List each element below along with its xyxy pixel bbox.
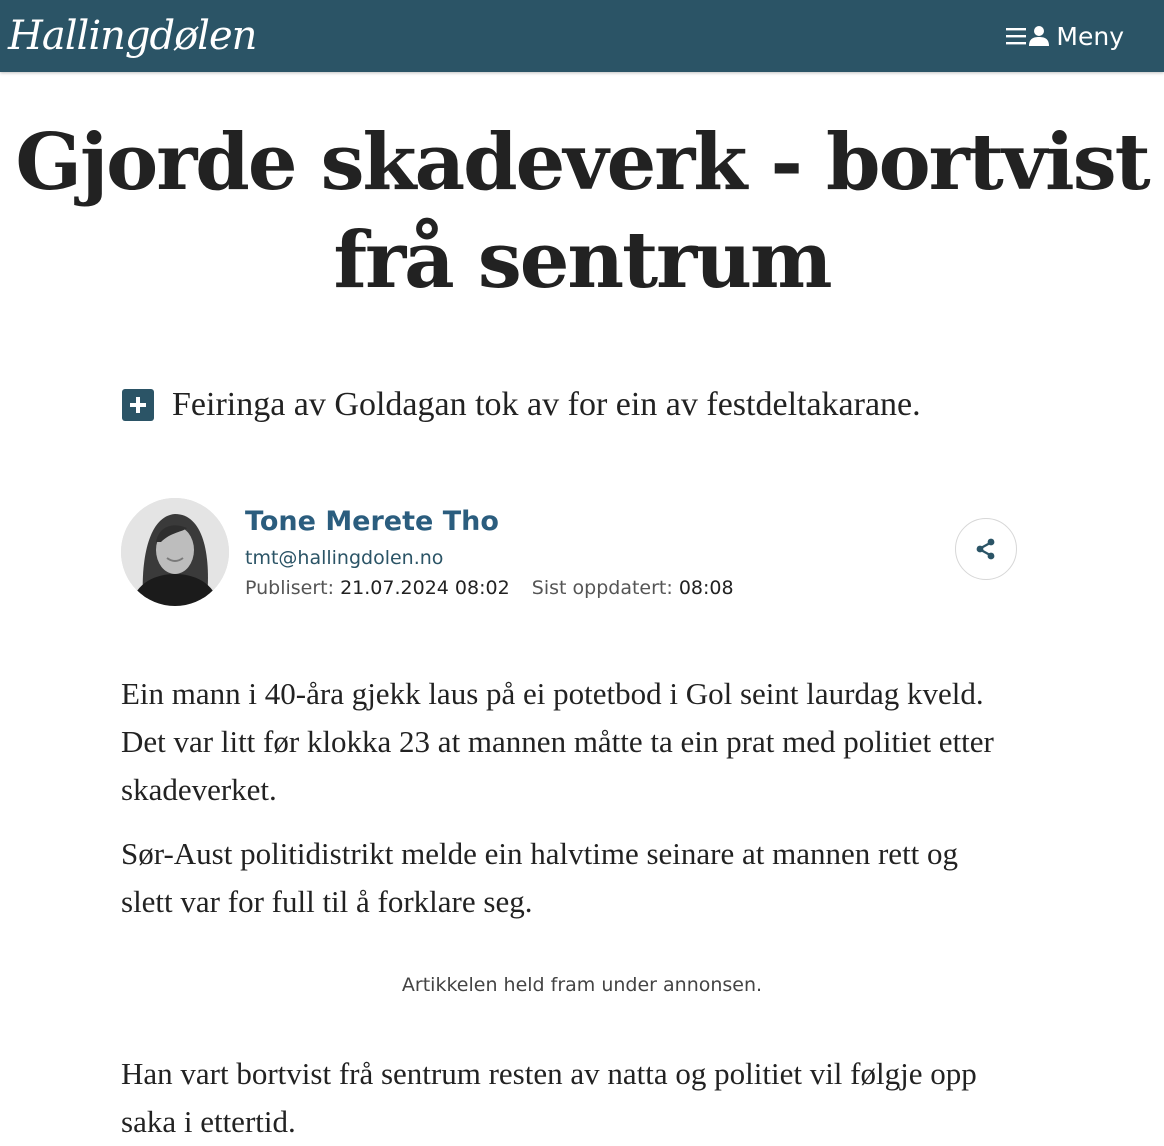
article-paragraph-3: Han vart bortvist frå sentrum resten av natta og politiet vil følgje opp saka i ettertid. [121, 1056, 977, 1139]
ad-notice: Artikkelen held fram under annonsen. [401, 974, 763, 996]
article-paragraph-1: Ein mann i 40-åra gjekk laus på ei potetbod i Gol seint laurdag kveld. Det var litt før klokka 23 at mannen måtte ta ein prat med politiet etter skadeverket. [121, 676, 994, 807]
share-icon [974, 537, 998, 561]
menu-icons [1006, 25, 1050, 47]
author-name[interactable]: Tone Merete Tho [245, 505, 499, 537]
updated-label: Sist oppdatert: [531, 576, 673, 599]
author-email[interactable]: tmt@hallingdolen.no [245, 546, 444, 569]
byline-info [245, 506, 734, 599]
published-value: 21.07.2024 08:02 [340, 576, 510, 599]
share-button[interactable] [955, 518, 1017, 580]
article-paragraph-2: Sør-Aust politidistrikt melde ein halvtime seinare at mannen rett og slett var for full til å forklare seg. [121, 836, 959, 919]
plus-icon[interactable] [122, 389, 154, 421]
published-label: Publisert: [245, 576, 335, 599]
menu-label: Meny [1056, 21, 1124, 51]
author-avatar[interactable] [121, 498, 229, 606]
article [0, 72, 1164, 1146]
user-icon [1028, 25, 1050, 47]
article-lead [122, 386, 1042, 424]
menu-button[interactable] [1006, 22, 1124, 51]
lead-text: Feiringa av Goldagan tok av for ein av festdeltakarane. [172, 386, 921, 423]
hamburger-icon [1006, 27, 1026, 45]
article-title: Gjorde skadeverk - bortvist frå sentrum [15, 117, 1149, 306]
updated-value: 08:08 [678, 576, 734, 599]
byline [121, 498, 1017, 606]
site-logo[interactable]: Hallingdølen [8, 13, 257, 59]
top-navigation-bar [0, 0, 1164, 72]
publish-dates [245, 577, 734, 599]
